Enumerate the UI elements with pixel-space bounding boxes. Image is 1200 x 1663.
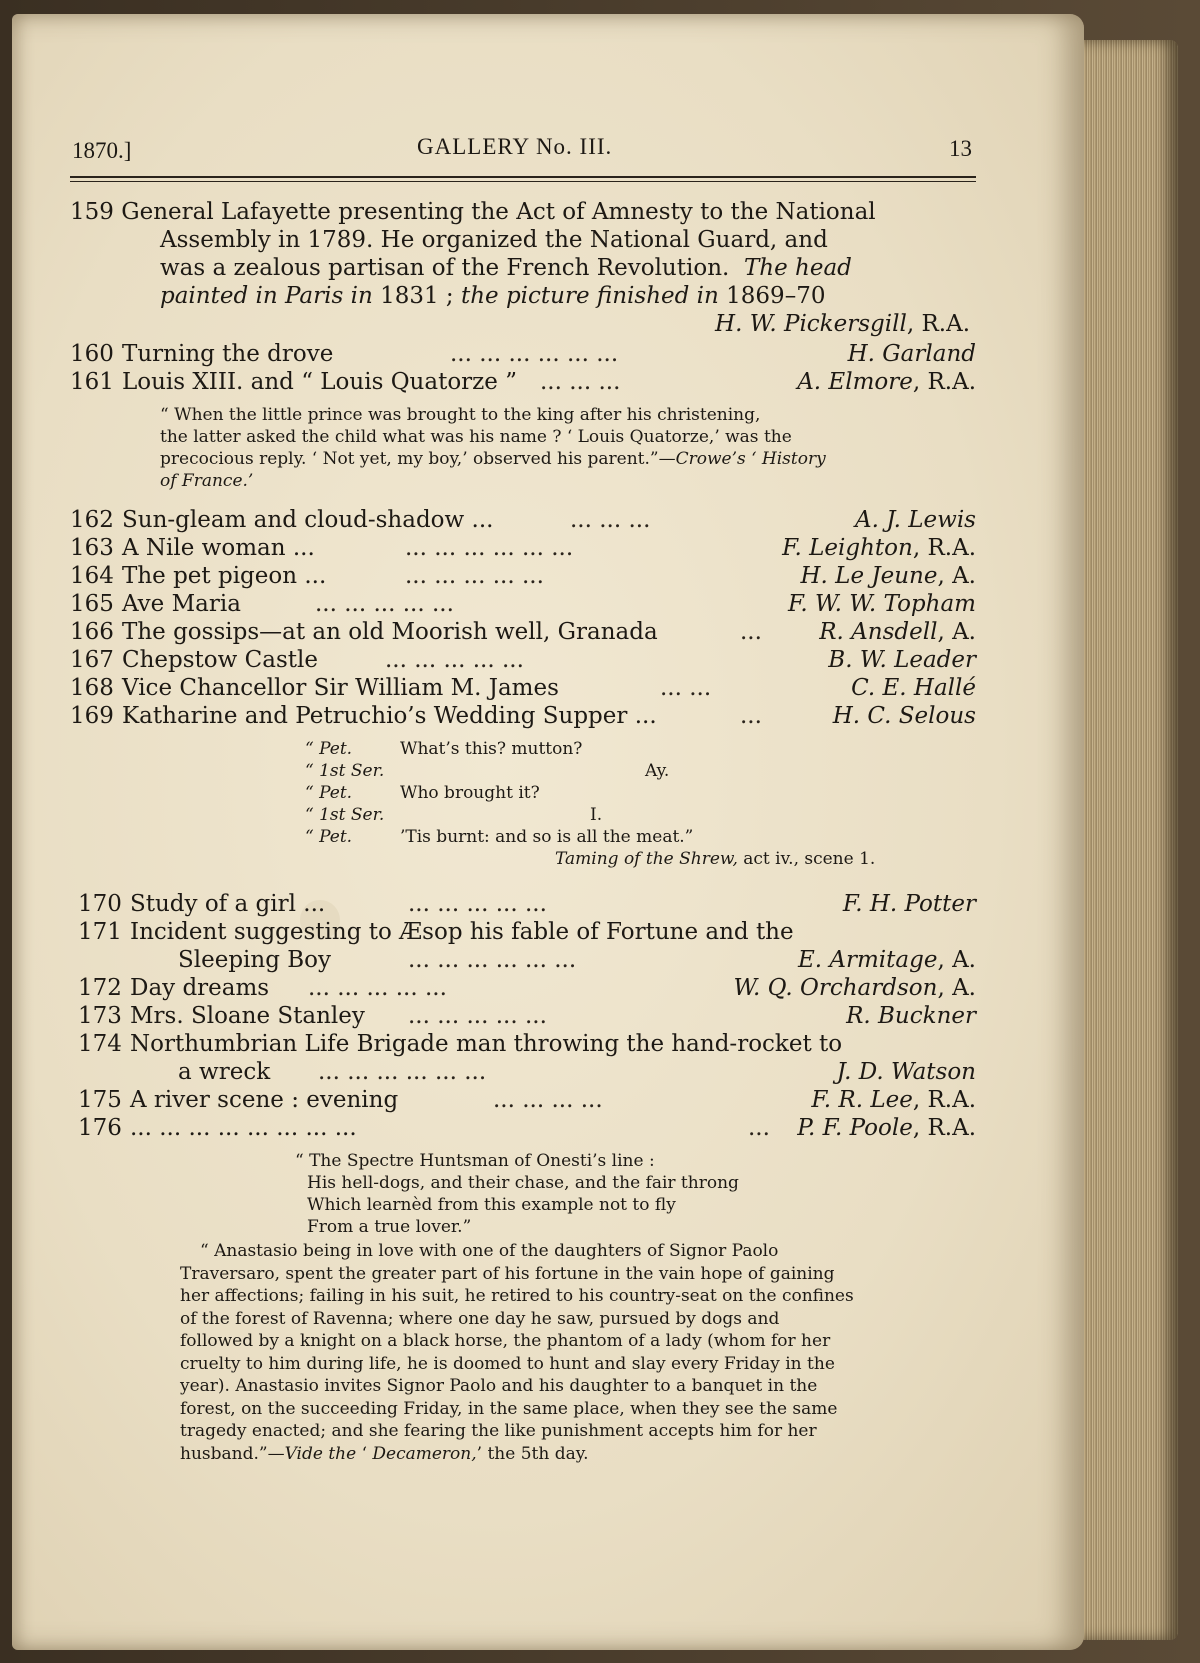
entry-title: The gossips—at an old Moorish well, Granada: [122, 619, 658, 645]
entry-title: General Lafayette presenting the Act of Amnesty to the National: [121, 199, 876, 225]
header-rule-thin: [70, 181, 976, 182]
entry-text-italic: The head: [743, 255, 852, 281]
entry-row: [70, 674, 976, 702]
dialogue-line: [305, 804, 905, 826]
artist-name: C. E. Hallé: [851, 675, 976, 701]
entry-title: The pet pigeon ...: [122, 563, 327, 589]
dialogue-169: [305, 738, 905, 870]
entry-text-italic: painted in Paris in: [160, 283, 373, 309]
entry-title: A Nile woman ...: [122, 535, 315, 561]
entry-title: Northumbrian Life Brigade man throwing the hand-rocket to: [130, 1031, 843, 1057]
source-rest: act iv., scene 1.: [737, 849, 876, 869]
entry-row: [70, 618, 976, 646]
quote-source: Crowe’s ‘ History: [675, 449, 826, 469]
artist-name: A. Elmore: [797, 369, 913, 395]
quote-line: “ When the little prince was brought to the king after his christening,: [160, 405, 761, 425]
prose-line: forest, on the succeeding Friday, in the same place, when they see the same: [180, 1398, 838, 1419]
quote-text: precocious reply. ‘ Not yet, my boy,’ observed his parent.”—: [160, 449, 676, 469]
entry-row: [70, 340, 976, 368]
artist-suffix: , R.A.: [912, 1115, 976, 1141]
entry-number: 175: [78, 1087, 122, 1113]
entry-number: 170: [78, 891, 122, 917]
entry-row: [70, 646, 976, 674]
leader-dots: ... ... ... ...: [493, 1087, 603, 1113]
leader-dots: ... ...: [660, 675, 712, 701]
leader-dots: ...: [740, 703, 762, 729]
entry-artist: [797, 368, 976, 396]
entry-159: [70, 198, 970, 338]
entry-number: 165: [70, 591, 114, 617]
artist-suffix: , A.: [937, 947, 976, 973]
entry-row: [78, 1114, 976, 1142]
entry-number: 167: [70, 647, 114, 673]
artist-suffix: , R.A.: [912, 535, 976, 561]
prose-line: year). Anastasio invites Signor Paolo and his daughter to a banquet in the: [180, 1376, 818, 1396]
entry-row: [70, 562, 976, 590]
entries-list: [78, 890, 976, 1142]
page-edges: [1078, 40, 1178, 1640]
entry-text: 1831 ;: [380, 283, 454, 309]
quote-line: [160, 448, 900, 470]
entry-artist: [843, 890, 976, 918]
entry-text: was a zealous partisan of the French Revolution.: [160, 255, 730, 281]
entry-row: [78, 1086, 976, 1114]
entry-number: 173: [78, 1003, 122, 1029]
dialogue-speaker: “ Pet.: [305, 827, 353, 847]
entry-artist: [819, 618, 976, 646]
entry-title: Incident suggesting to Æsop his fable of Fortune and the: [130, 919, 794, 945]
prose-line: “ Anastasio being in love with one of the daughters of Signor Paolo: [200, 1241, 779, 1261]
entry-row: [70, 534, 976, 562]
entry-title: Study of a girl ...: [130, 891, 326, 917]
entry-artist: [733, 974, 976, 1002]
dialogue-line: [305, 738, 905, 760]
leader-dots: ... ... ...: [570, 507, 651, 533]
quote-161: [160, 404, 900, 492]
artist-suffix: , A.: [937, 975, 976, 1001]
running-header: [72, 134, 972, 174]
entry-line: [70, 282, 970, 310]
entry-title: Ave Maria: [122, 591, 241, 617]
prose-line: her affections; failing in his suit, he retired to his country-seat on the confines: [180, 1286, 854, 1306]
entry-number: 176: [78, 1115, 122, 1141]
prose-line: Traversaro, spent the greater part of his fortune in the vain hope of gaining: [180, 1263, 835, 1284]
header-rule-thick: [70, 176, 976, 178]
entry-text: 1869–70: [726, 283, 826, 309]
entry-artist: [848, 340, 976, 368]
entry-title: Sun-gleam and cloud-shadow ...: [122, 507, 494, 533]
entry-title: Mrs. Sloane Stanley: [130, 1003, 365, 1029]
dialogue-line: [305, 760, 905, 782]
source-title: Taming of the Shrew,: [555, 849, 738, 869]
artist-suffix: , R.A.: [912, 1087, 976, 1113]
artist-name: E. Armitage: [797, 947, 938, 973]
entry-text-italic: the picture finished in: [460, 283, 719, 309]
dialogue-text: I.: [590, 805, 603, 825]
dialogue-line: [305, 826, 905, 848]
entry-number: 163: [70, 535, 114, 561]
entry-number: 161: [70, 369, 114, 395]
artist-name: F. W. W. Topham: [788, 591, 976, 617]
prose-text-italic: Decameron,: [372, 1443, 477, 1464]
entry-title: Louis XIII. and “ Louis Quatorze ”: [122, 369, 517, 395]
entry-row: [70, 506, 976, 534]
dialogue-text: ’Tis burnt: and so is all the meat.”: [400, 827, 694, 847]
leader-dots: ... ... ... ... ... ...: [405, 535, 574, 561]
entry-number: 159: [70, 199, 114, 225]
prose-176: [180, 1240, 900, 1465]
entry-artist: [833, 702, 976, 730]
leader-dots: ... ... ... ... ... ...: [450, 341, 619, 367]
dialogue-speaker: “ Pet.: [305, 783, 353, 803]
prose-text: ‘: [356, 1443, 373, 1464]
entry-number: 171: [78, 919, 122, 945]
leader-dots: ... ... ... ... ...: [405, 563, 544, 589]
artist-name: P. F. Poole: [797, 1115, 913, 1141]
entry-row: [78, 974, 976, 1002]
prose-line: of the forest of Ravenna; where one day he saw, pursued by dogs and: [180, 1308, 780, 1329]
verse-line: Which learnèd from this example not to fly: [307, 1195, 676, 1215]
entry-artist: [851, 674, 976, 702]
artist-name: H. W. Pickersgill: [715, 311, 907, 337]
verse-line: From a true lover.”: [307, 1217, 472, 1237]
entry-number: 162: [70, 507, 114, 533]
entry-artist: [782, 534, 976, 562]
entry-line: [70, 198, 970, 226]
quote-line: of France.’: [160, 471, 254, 491]
header-page-number: 13: [949, 136, 972, 161]
prose-text: husband.”—: [180, 1443, 285, 1464]
entry-title: ... ... ... ... ... ... ... ...: [130, 1115, 357, 1141]
entry-artist: [801, 562, 977, 590]
leader-dots: ... ... ... ... ... ...: [318, 1059, 487, 1085]
entry-artist: [828, 646, 976, 674]
entry-row: [70, 368, 976, 396]
artist-name: H. Garland: [847, 341, 976, 367]
entry-title: Turning the drove: [122, 341, 334, 367]
leader-dots: ... ... ... ... ...: [385, 647, 524, 673]
artist-suffix: , R.A.: [906, 311, 970, 337]
artist-name: F. Leighton: [782, 535, 913, 561]
prose-line: tragedy enacted; and she fearing the like punishment accepts him for her: [180, 1421, 817, 1441]
entry-row: [70, 590, 976, 618]
verse-176: [295, 1150, 895, 1238]
artist-name: A. J. Lewis: [854, 507, 976, 533]
artist-suffix: , A.: [937, 619, 976, 645]
entry-row: [78, 1030, 976, 1058]
entry-number: 164: [70, 563, 114, 589]
entry-artist: [855, 506, 976, 534]
prose-line: followed by a knight on a black horse, the phantom of a lady (whom for her: [180, 1331, 831, 1351]
artist-suffix: , R.A.: [912, 369, 976, 395]
entry-title: a wreck: [178, 1059, 271, 1085]
entry-title: A river scene : evening: [130, 1087, 399, 1113]
entry-row: [78, 918, 976, 946]
entry-artist: [837, 1058, 976, 1086]
artist-name: R. Buckner: [846, 1003, 976, 1029]
entry-row: [70, 702, 976, 730]
entry-row: [78, 946, 976, 974]
entry-line: Assembly in 1789. He organized the National Guard, and: [160, 227, 828, 253]
leader-dots: ... ... ... ... ...: [315, 591, 454, 617]
entry-number: 168: [70, 675, 114, 701]
entry-line: [70, 254, 970, 282]
dialogue-text: Ay.: [645, 761, 670, 781]
leader-dots: ... ... ... ... ...: [308, 975, 447, 1001]
artist-name: H. C. Selous: [832, 703, 976, 729]
artist-name: H. Le Jeune: [800, 563, 938, 589]
entry-artist: [798, 946, 976, 974]
dialogue-speaker: “ 1st Ser.: [305, 761, 385, 781]
leader-dots: ...: [748, 1115, 770, 1141]
entry-number: 169: [70, 703, 114, 729]
entry-number: 160: [70, 341, 114, 367]
leader-dots: ... ... ... ... ... ...: [408, 947, 577, 973]
artist-name: B. W. Leader: [828, 647, 976, 673]
entry-number: 166: [70, 619, 114, 645]
dialogue-speaker: “ 1st Ser.: [305, 805, 385, 825]
entry-number: 174: [78, 1031, 122, 1057]
artist-suffix: , A.: [937, 563, 976, 589]
entry-artist: [797, 1114, 976, 1142]
quote-line: the latter asked the child what was his name ? ‘ Louis Quatorze,’ was the: [160, 427, 792, 447]
entry-title: Chepstow Castle: [122, 647, 318, 673]
entry-artist: [70, 310, 970, 338]
entry-title: Katharine and Petruchio’s Wedding Supper ...: [122, 703, 657, 729]
leader-dots: ... ... ...: [540, 369, 621, 395]
dialogue-source: [305, 848, 905, 870]
dialogue-text: What’s this? mutton?: [400, 739, 583, 759]
entry-title: Vice Chancellor Sir William M. James: [122, 675, 559, 701]
leader-dots: ...: [740, 619, 762, 645]
entry-title: Day dreams: [130, 975, 270, 1001]
prose-text: ’ the 5th day.: [476, 1443, 589, 1464]
entry-title: Sleeping Boy: [178, 947, 332, 973]
prose-text-italic: Vide the: [284, 1443, 357, 1464]
dialogue-speaker: “ Pet.: [305, 739, 353, 759]
artist-name: F. H. Potter: [842, 891, 976, 917]
dialogue-text: Who brought it?: [400, 783, 540, 803]
artist-name: R. Ansdell: [819, 619, 938, 645]
entries-list: [70, 506, 976, 730]
verse-line: His hell-dogs, and their chase, and the fair throng: [307, 1173, 739, 1193]
prose-line: cruelty to him during life, he is doomed to hunt and slay every Friday in the: [180, 1353, 835, 1374]
header-gallery-title: GALLERY No. III.: [417, 134, 613, 159]
leader-dots: ... ... ... ... ...: [408, 891, 547, 917]
header-year: 1870.]: [72, 138, 132, 163]
entry-row: [78, 1058, 976, 1086]
entry-row: [78, 1002, 976, 1030]
prose-line: [180, 1443, 900, 1466]
verse-line: “ The Spectre Huntsman of Onesti’s line :: [295, 1151, 655, 1171]
artist-name: W. Q. Orchardson: [733, 975, 938, 1001]
artist-name: F. R. Lee: [811, 1087, 913, 1113]
entry-artist: [846, 1002, 976, 1030]
dialogue-line: [305, 782, 905, 804]
entry-artist: [811, 1086, 976, 1114]
entry-artist: [788, 590, 976, 618]
artist-name: J. D. Watson: [836, 1059, 976, 1085]
entry-row: [78, 890, 976, 918]
entry-number: 172: [78, 975, 122, 1001]
leader-dots: ... ... ... ... ...: [408, 1003, 547, 1029]
